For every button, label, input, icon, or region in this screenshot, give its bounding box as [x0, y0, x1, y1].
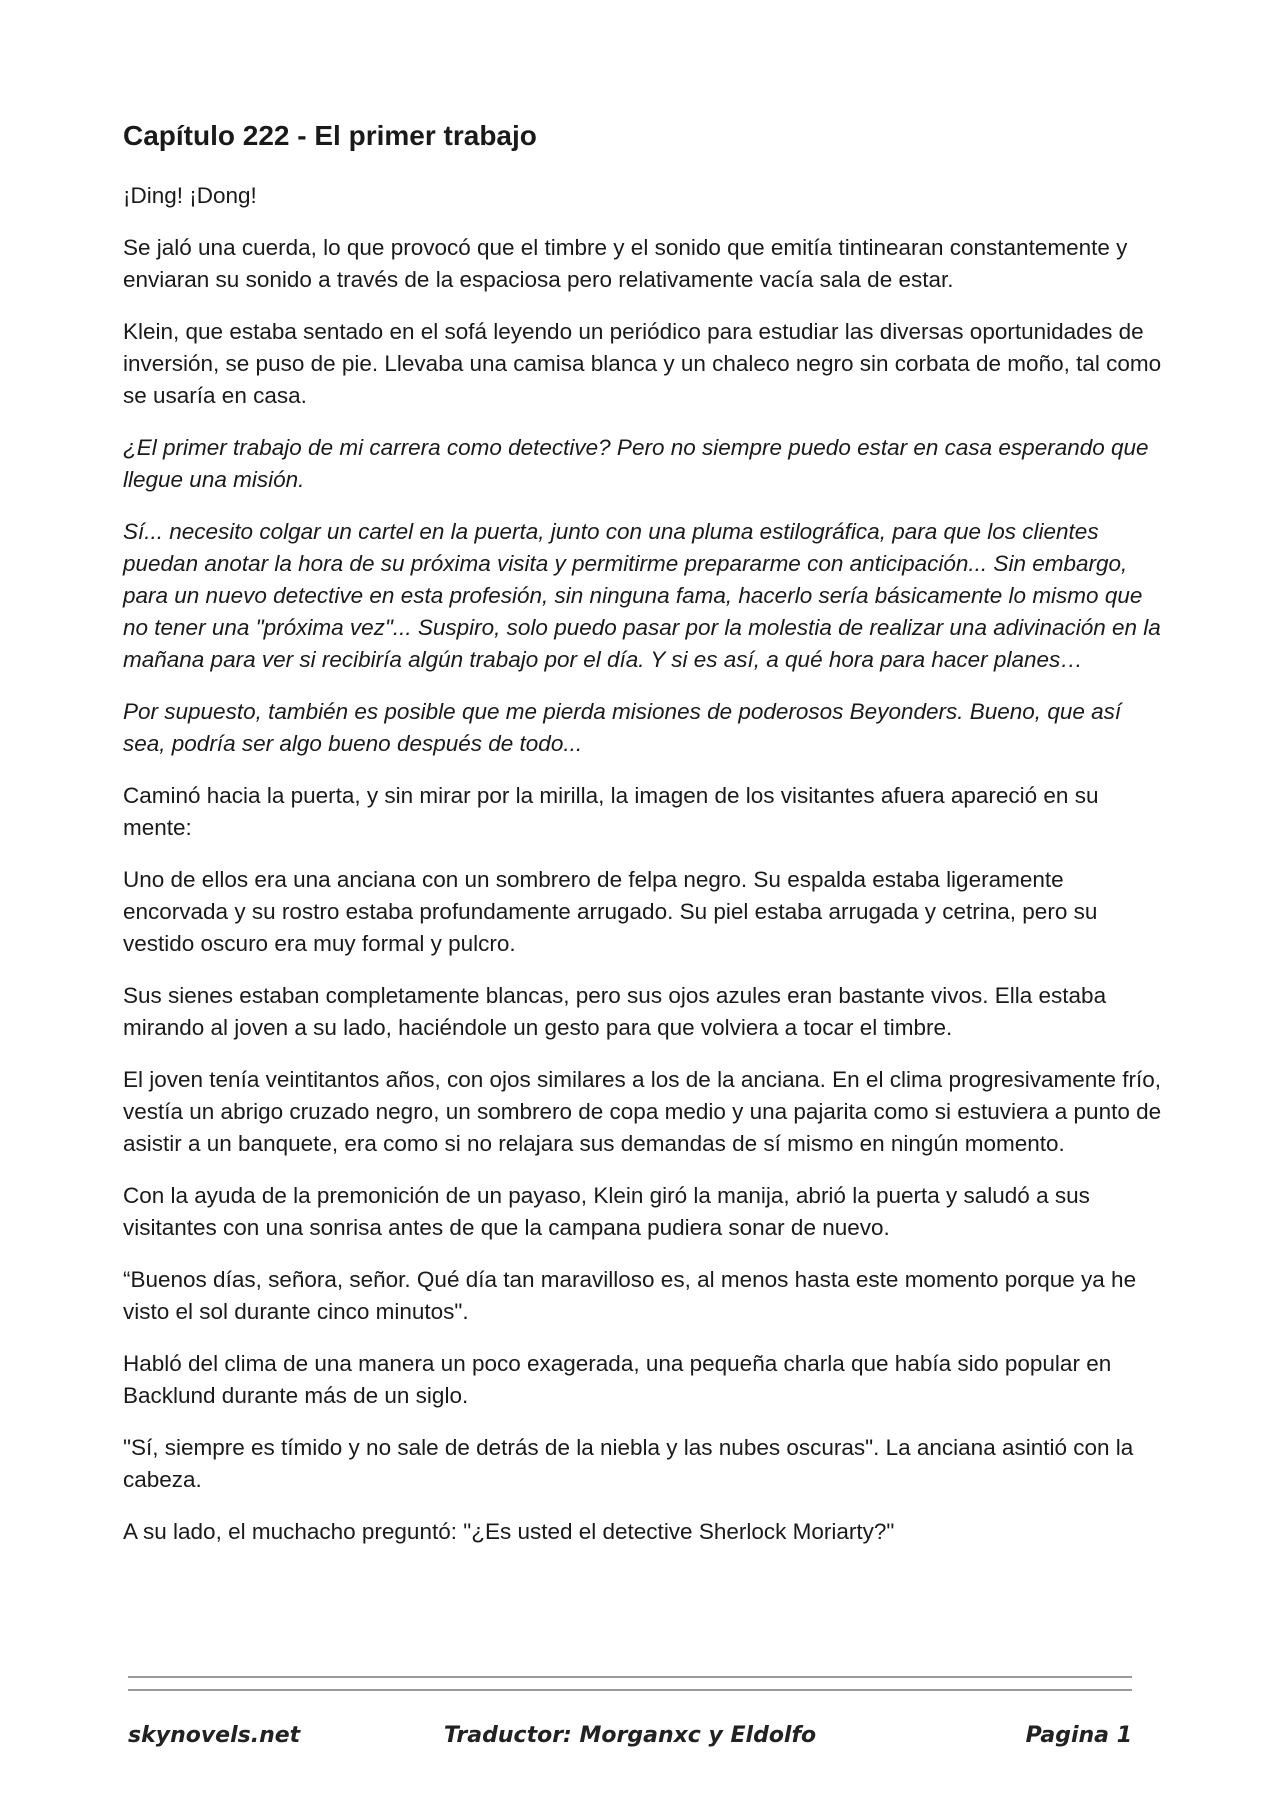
- paragraph-8: Uno de ellos era una anciana con un sombrero de felpa negro. Su espalda estaba ligeramente encorvada y su rostro estaba profundamente arrugado. Su piel estaba arrugada y cetrina, pero su vestido oscuro era muy formal y pulcro.: [123, 867, 1098, 956]
- paragraph-11: Con la ayuda de la premonición de un payaso, Klein giró la manija, abrió la puerta y saludó a sus visitantes con una sonrisa antes de que la campana pudiera sonar de nuevo.: [123, 1183, 1090, 1240]
- paragraph-10: El joven tenía veintitantos años, con ojos similares a los de la anciana. En el clima progresivamente frío, vestía un abrigo cruzado negro, un sombrero de copa medio y una pajarita como si estuviera a punto de asistir a un banquete, era como si no relajara sus demandas de sí mismo en ningún momento.: [123, 1067, 1162, 1156]
- footer-site: skynovels.net: [128, 1723, 301, 1748]
- paragraph-14: "Sí, siempre es tímido y no sale de detrás de la niebla y las nubes oscuras". La anciana asintió con la cabeza.: [123, 1435, 1134, 1492]
- paragraph-9: Sus sienes estaban completamente blancas, pero sus ojos azules eran bastante vivos. Ella estaba mirando al joven a su lado, haciéndole un gesto para que volviera a tocar el timbre.: [123, 983, 1107, 1040]
- footer-translator: Traductor: Morganxc y Eldolfo: [443, 1723, 817, 1748]
- paragraph-1: ¡Ding! ¡Dong!: [123, 183, 257, 208]
- paragraph-4: ¿El primer trabajo de mi carrera como detective? Pero no siempre puedo estar en casa esperando que llegue una misión.: [123, 435, 1149, 492]
- paragraph-6: Por supuesto, también es posible que me pierda misiones de poderosos Beyonders. Bueno, que así sea, podría ser algo bueno después de todo...: [123, 699, 1122, 756]
- footer-divider-bottom: [128, 1689, 1132, 1691]
- paragraph-2: Se jaló una cuerda, lo que provocó que el timbre y el sonido que emitía tintinearan constantemente y enviaran su sonido a través de la espaciosa pero relativamente vacía sala de estar.: [123, 235, 1128, 292]
- paragraph-5: Sí... necesito colgar un cartel en la puerta, junto con una pluma estilográfica, para que los clientes puedan anotar la hora de su próxima visita y permitirme prepararme con anticipación... Sin embargo, para un nuevo detective en esta profesión, sin ninguna fama, hacerlo sería básicamente lo mismo que no tener una "próxima vez"... Suspiro, solo puedo pasar por la molestia de realizar una adivinación en la mañana para ver si recibiría algún trabajo por el día. Y si es así, a qué hora para hacer planes…: [123, 519, 1161, 672]
- paragraph-3: Klein, que estaba sentado en el sofá leyendo un periódico para estudiar las diversas oportunidades de inversión, se puso de pie. Llevaba una camisa blanca y un chaleco negro sin corbata de moño, tal como se usaría en casa.: [123, 319, 1162, 408]
- chapter-title: Capítulo 222 - El primer trabajo: [123, 120, 537, 151]
- page-footer: [128, 1716, 1132, 1756]
- paragraph-7: Caminó hacia la puerta, y sin mirar por la mirilla, la imagen de los visitantes afuera apareció en su mente:: [123, 783, 1099, 840]
- paragraph-12: “Buenos días, señora, señor. Qué día tan maravilloso es, al menos hasta este momento porque ya he visto el sol durante cinco minutos".: [123, 1267, 1137, 1324]
- document-body: [123, 118, 1163, 1568]
- paragraph-13: Habló del clima de una manera un poco exagerada, una pequeña charla que había sido popular en Backlund durante más de un siglo.: [123, 1351, 1112, 1408]
- paragraph-15: A su lado, el muchacho preguntó: "¿Es usted el detective Sherlock Moriarty?": [123, 1519, 895, 1544]
- footer-page-number: Pagina 1: [1025, 1723, 1132, 1748]
- footer-divider-top: [128, 1676, 1132, 1678]
